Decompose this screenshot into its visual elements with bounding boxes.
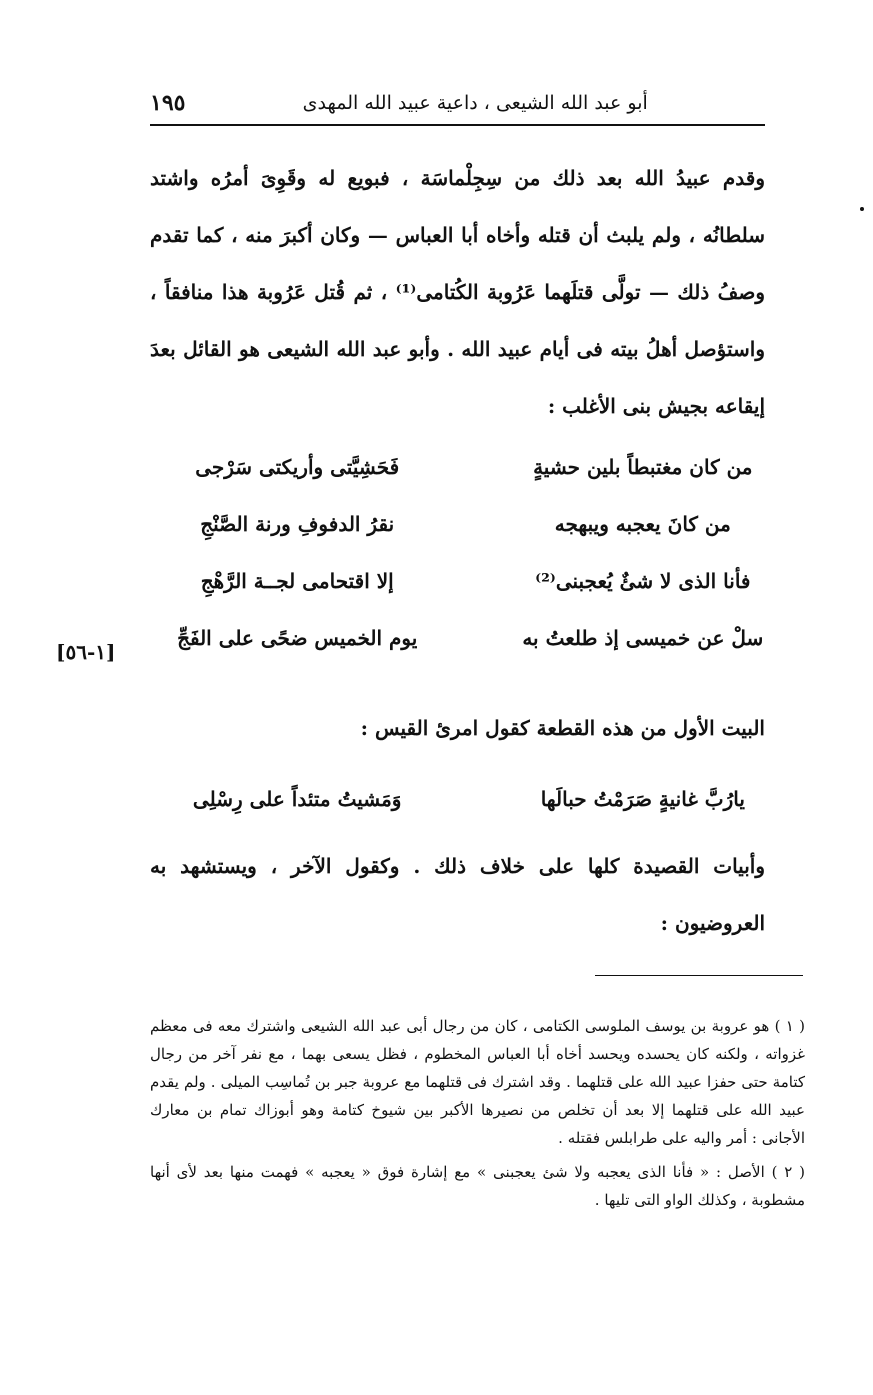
main-paragraph-2: [150, 700, 765, 757]
main-paragraph-1: [150, 150, 765, 435]
poem-block-2: [150, 770, 790, 827]
main-paragraph-3: [150, 838, 765, 952]
verse-line: [150, 438, 790, 495]
footnote-rule: [595, 975, 803, 976]
hemistich-first: سلْ عن خميسى إذ طلعتُ به: [522, 625, 764, 650]
verse-line: [150, 770, 790, 827]
hemistich-second: نقرُ الدفوفِ ورنة الصَّنْجِ: [200, 511, 395, 536]
paragraph-text: وأبيات القصيدة كلها على خلاف ذلك . وكقول الآخر ، ويستشهد به العروضيون :: [150, 854, 765, 935]
hemistich-first: من كانَ يعجبه ويبهجه: [554, 511, 731, 536]
verse-reference: [١-٥٦]: [56, 640, 116, 664]
paragraph-text: وقدم عبيدُ الله بعد ذلك من سِجِلْماسَة ، فبويع له وقَوِىَ أمرُه واشتد سلطانُه ، ولم يلبث أن قتله وأخاه أبا العباس — وكان أكبرَ منه ، كما تقدم وصفُ ذلك — تولَّى قتلَهما عَرُوبة الكُتامى⁽¹⁾ ، ثم قُتل عَرُوبة هذا منافقاً ، واستؤصل أهلُ بيته فى أيام عبيد الله . وأبو عبد الله الشيعى هو القائل بعدَ إيقاعه بجيش بنى الأغلب :: [150, 166, 765, 418]
header-rule: [150, 124, 765, 126]
footnote-1: ( ١ ) هو عروبة بن يوسف الملوسى الكتامى ، كان من رجال أبى عبد الله الشيعى واشترك معه فى معظم غزواته ، ولكنه كان يحسده ويحسد أخاه أبا العباس المخطوم ، فظل يسعى بهما ، مع نفر آخر من رجال كتامة حتى حفزا عبيد الله على قتلهما . وقد اشترك فى قتلهما مع عروبة جبر بن تُماسِب الميلى . ولم يقدم عبيد الله على قتلهما إلا بعد أن تخلص من نصيرها الأكبر بين شيوخ كتامة وهو أبوزاك تمام بن معارك الأجانى : أمر واليه على طرابلس فقتله .: [150, 1017, 805, 1147]
hemistich-second: يوم الخميس ضحًى على الفَجِّ: [177, 625, 418, 650]
page-header: [150, 86, 765, 120]
verse-line: [150, 609, 790, 666]
hemistich-second: وَمَشيتُ متئداً على رِسْلِى: [192, 786, 402, 811]
hemistich-first: يارُبَّ غانيةٍ صَرَمْتُ حبالَها: [540, 786, 745, 811]
margin-dot: [860, 207, 864, 211]
page-number: ١٩٥: [150, 90, 186, 116]
poem-block-1: [150, 438, 790, 666]
footnote-2: ( ٢ ) الأصل : « فأنا الذى يعجبه ولا شئ يعجبنى » مع إشارة فوق « يعجبه » فهمت منها بعد لأى أنها مشطوبة ، وكذلك الواو التى تليها .: [150, 1163, 805, 1209]
verse-line: [150, 552, 790, 609]
hemistich-second: إلا اقتحامى لجــة الرَّهْجِ: [200, 568, 394, 593]
verse-line: [150, 495, 790, 552]
paragraph-text: البيت الأول من هذه القطعة كقول امرئ القيس :: [360, 716, 765, 740]
hemistich-second: فَحَشِيَّتى وأريكتى سَرْجى: [195, 454, 400, 479]
hemistich-first: فأنا الذى لا شئٌ يُعجبنى⁽²⁾: [535, 568, 751, 593]
hemistich-first: من كان مغتبطاً بلين حشيةٍ: [533, 454, 753, 479]
running-title: أبو عبد الله الشيعى ، داعية عبيد الله المهدى: [302, 92, 648, 114]
footnotes: [150, 1012, 805, 1220]
